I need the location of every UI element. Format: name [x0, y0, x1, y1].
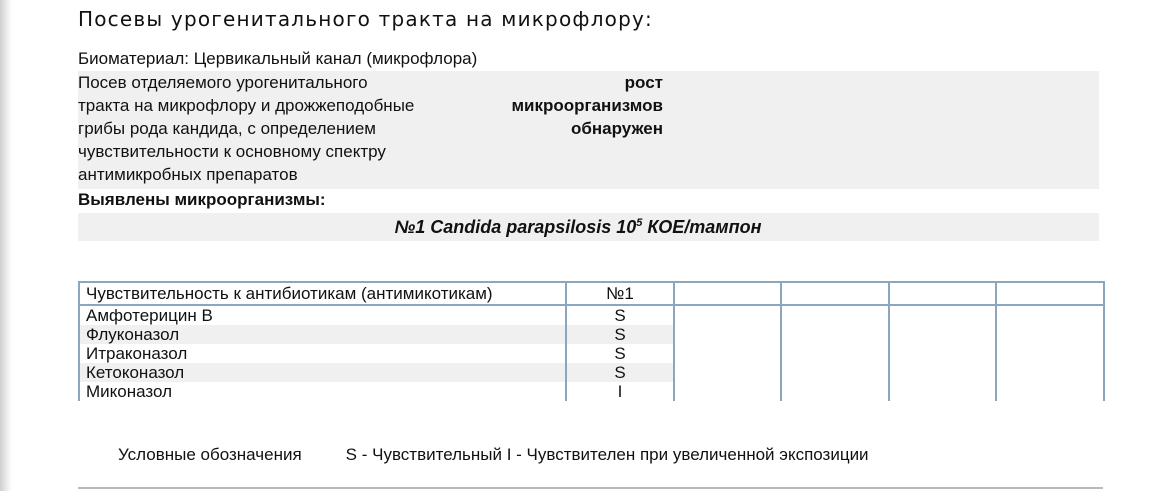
table-empty-cell: [674, 305, 781, 325]
table-empty-cell: [781, 344, 889, 363]
table-empty-cell: [996, 282, 1104, 305]
table-empty-cell: [889, 382, 996, 401]
table-empty-cell: [674, 282, 781, 305]
test-result: [478, 71, 663, 140]
table-header-column: №1: [566, 282, 674, 305]
table-row: [79, 382, 1104, 401]
organism-band: [78, 213, 1099, 241]
sensitivity-value: S: [566, 344, 674, 363]
drug-name: Кетоконазол: [79, 363, 566, 382]
biomaterial-line: Биоматериал: Цервикальный канал (микрофлора): [78, 49, 478, 68]
table-empty-cell: [996, 363, 1104, 382]
table-empty-cell: [674, 363, 781, 382]
test-result-line: микроорганизмов: [511, 96, 663, 115]
table-empty-cell: [781, 282, 889, 305]
table-empty-cell: [674, 344, 781, 363]
table-empty-cell: [674, 382, 781, 401]
table-empty-cell: [889, 282, 996, 305]
table-row: [79, 325, 1104, 344]
sensitivity-value: S: [566, 325, 674, 344]
table-empty-cell: [781, 363, 889, 382]
table-empty-cell: [889, 363, 996, 382]
drug-name: Амфотерицин В: [79, 305, 566, 325]
table-empty-cell: [889, 305, 996, 325]
test-result-line: рост: [624, 73, 663, 92]
table-empty-cell: [889, 344, 996, 363]
organism-exponent: 5: [636, 217, 643, 229]
test-block: [78, 71, 1099, 189]
drug-name: Миконазол: [79, 382, 566, 401]
sensitivity-value: S: [566, 363, 674, 382]
section-title: Посевы урогенитального тракта на микрофлору:: [78, 7, 653, 31]
bottom-divider: [78, 487, 1103, 489]
test-name-line: антимикробных препаратов: [78, 165, 298, 184]
organism-name: №1 Candida parapsilosis 10: [394, 217, 637, 237]
page-edge-shadow: [0, 0, 12, 491]
test-name: [78, 71, 498, 186]
table-header-row: [79, 282, 1104, 305]
sensitivity-value: S: [566, 305, 674, 325]
table-empty-cell: [996, 344, 1104, 363]
table-empty-cell: [781, 325, 889, 344]
test-name-line: чувствительности к основному спектру: [78, 142, 386, 161]
found-microorganisms-heading: Выявлены микроорганизмы:: [78, 190, 326, 209]
table-empty-cell: [996, 382, 1104, 401]
test-result-line: обнаружен: [571, 119, 663, 138]
table-row: [79, 344, 1104, 363]
legend-text: S - Чувствительный I - Чувствителен при увеличенной экспозиции: [345, 445, 869, 464]
table-empty-cell: [996, 305, 1104, 325]
table-empty-cell: [996, 325, 1104, 344]
table-row: [79, 305, 1104, 325]
legend: [118, 445, 869, 465]
organism-line: [78, 217, 1078, 238]
table-header-cell: Чувствительность к антибиотикам (антимикотикам): [79, 282, 566, 305]
table-empty-cell: [889, 325, 996, 344]
table-row: [79, 363, 1104, 382]
test-name-line: тракта на микрофлору и дрожжеподобные: [78, 96, 415, 115]
drug-name: Итраконазол: [79, 344, 566, 363]
test-name-line: грибы рода кандида, с определением: [78, 119, 376, 138]
table-empty-cell: [674, 325, 781, 344]
sensitivity-value: I: [566, 382, 674, 401]
table-empty-cell: [781, 382, 889, 401]
sensitivity-table: [78, 281, 1105, 401]
organism-unit: КОЕ/тампон: [642, 217, 762, 237]
legend-label: Условные обозначения: [118, 445, 302, 464]
test-name-line: Посев отделяемого урогенитального: [78, 73, 368, 92]
drug-name: Флуконазол: [79, 325, 566, 344]
table-empty-cell: [781, 305, 889, 325]
